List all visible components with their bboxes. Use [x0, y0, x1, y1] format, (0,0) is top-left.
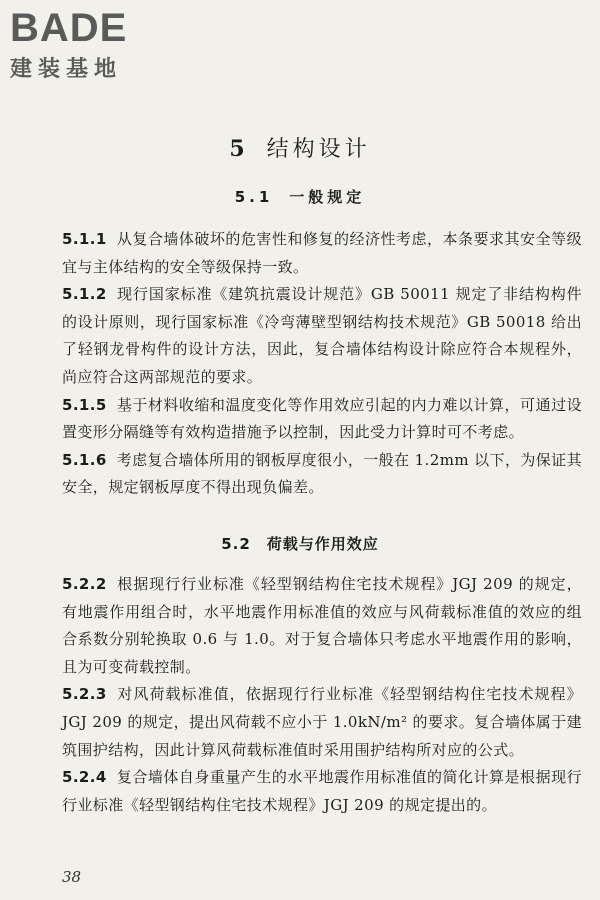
chapter-title: 结构设计 — [266, 137, 371, 162]
clause-text: 从复合墙体破坏的危害性和修复的经济性考虑，本条要求其安全等级宜与主体结构的安全等级保持一致。 — [62, 230, 582, 276]
brand-logo — [10, 6, 127, 84]
clause-text: 根据现行行业标准《轻型钢结构住宅技术规程》JGJ 209 的规定，有地震作用组合时，水平地震作用标准值的效应与风荷载标准值的效应的组合系数分别轮换取 0.6 与 1.0。对于复合墙体只考虑水平地震作用的影响，且为可变荷载控制。 — [62, 575, 582, 676]
section-title: 一般规定 — [289, 188, 366, 206]
clause-number: 5.2.4 — [62, 768, 107, 787]
logo-wordmark: BADE — [10, 6, 128, 50]
clause-paragraph — [62, 226, 582, 281]
chapter-number: 5 — [229, 136, 249, 162]
clause-number: 5.2.3 — [62, 685, 107, 704]
section-number: 5.1 — [234, 188, 274, 206]
clause-number: 5.1.2 — [62, 285, 107, 304]
clause-paragraph — [62, 764, 582, 819]
section-title: 荷载与作用效应 — [266, 535, 379, 553]
clause-text: 对风荷载标准值，依据现行行业标准《轻型钢结构住宅技术规程》JGJ 209 的规定，提出风荷载不应小于 1.0kN/m² 的要求。复合墙体属于建筑围护结构，因此计算风荷载标准值时采用围护结构所对应的公式。 — [62, 685, 582, 759]
clause-number: 5.1.1 — [62, 230, 107, 248]
section-5-1-body — [62, 226, 582, 502]
chapter-heading — [0, 132, 600, 163]
clause-paragraph — [62, 571, 582, 681]
clause-text: 复合墙体自身重量产生的水平地震作用标准值的简化计算是根据现行行业标准《轻型钢结构住宅技术规程》JGJ 209 的规定提出的。 — [62, 768, 582, 814]
logo-subtitle: 建装基地 — [10, 57, 123, 82]
clause-number: 5.2.2 — [62, 575, 107, 593]
section-heading-5-1 — [0, 186, 600, 207]
clause-text: 现行国家标准《建筑抗震设计规范》GB 50011 规定了非结构构件的设计原则，现行国家标准《冷弯薄壁型钢结构技术规范》GB 50018 给出了轻钢龙骨构件的设计方法，因此，复合墙体结构设计除应符合本规程外，尚应符合这两部规范的要求。 — [62, 285, 582, 386]
clause-text: 基于材料收缩和温度变化等作用效应引起的内力难以计算，可通过设置变形分隔缝等有效构造措施予以控制，因此受力计算时可不考虑。 — [62, 395, 582, 442]
section-5-2-body — [62, 571, 582, 819]
clause-paragraph — [62, 392, 582, 447]
section-number: 5.2 — [221, 535, 251, 553]
clause-paragraph — [62, 447, 582, 502]
clause-number: 5.1.6 — [62, 450, 107, 469]
page-number: 38 — [62, 868, 82, 886]
section-heading-5-2 — [0, 533, 600, 554]
clause-paragraph — [62, 681, 582, 764]
clause-paragraph — [62, 281, 582, 391]
clause-number: 5.1.5 — [62, 395, 107, 414]
clause-text: 考虑复合墙体所用的钢板厚度很小，一般在 1.2mm 以下，为保证其安全，规定钢板厚度不得出现负偏差。 — [62, 450, 582, 497]
